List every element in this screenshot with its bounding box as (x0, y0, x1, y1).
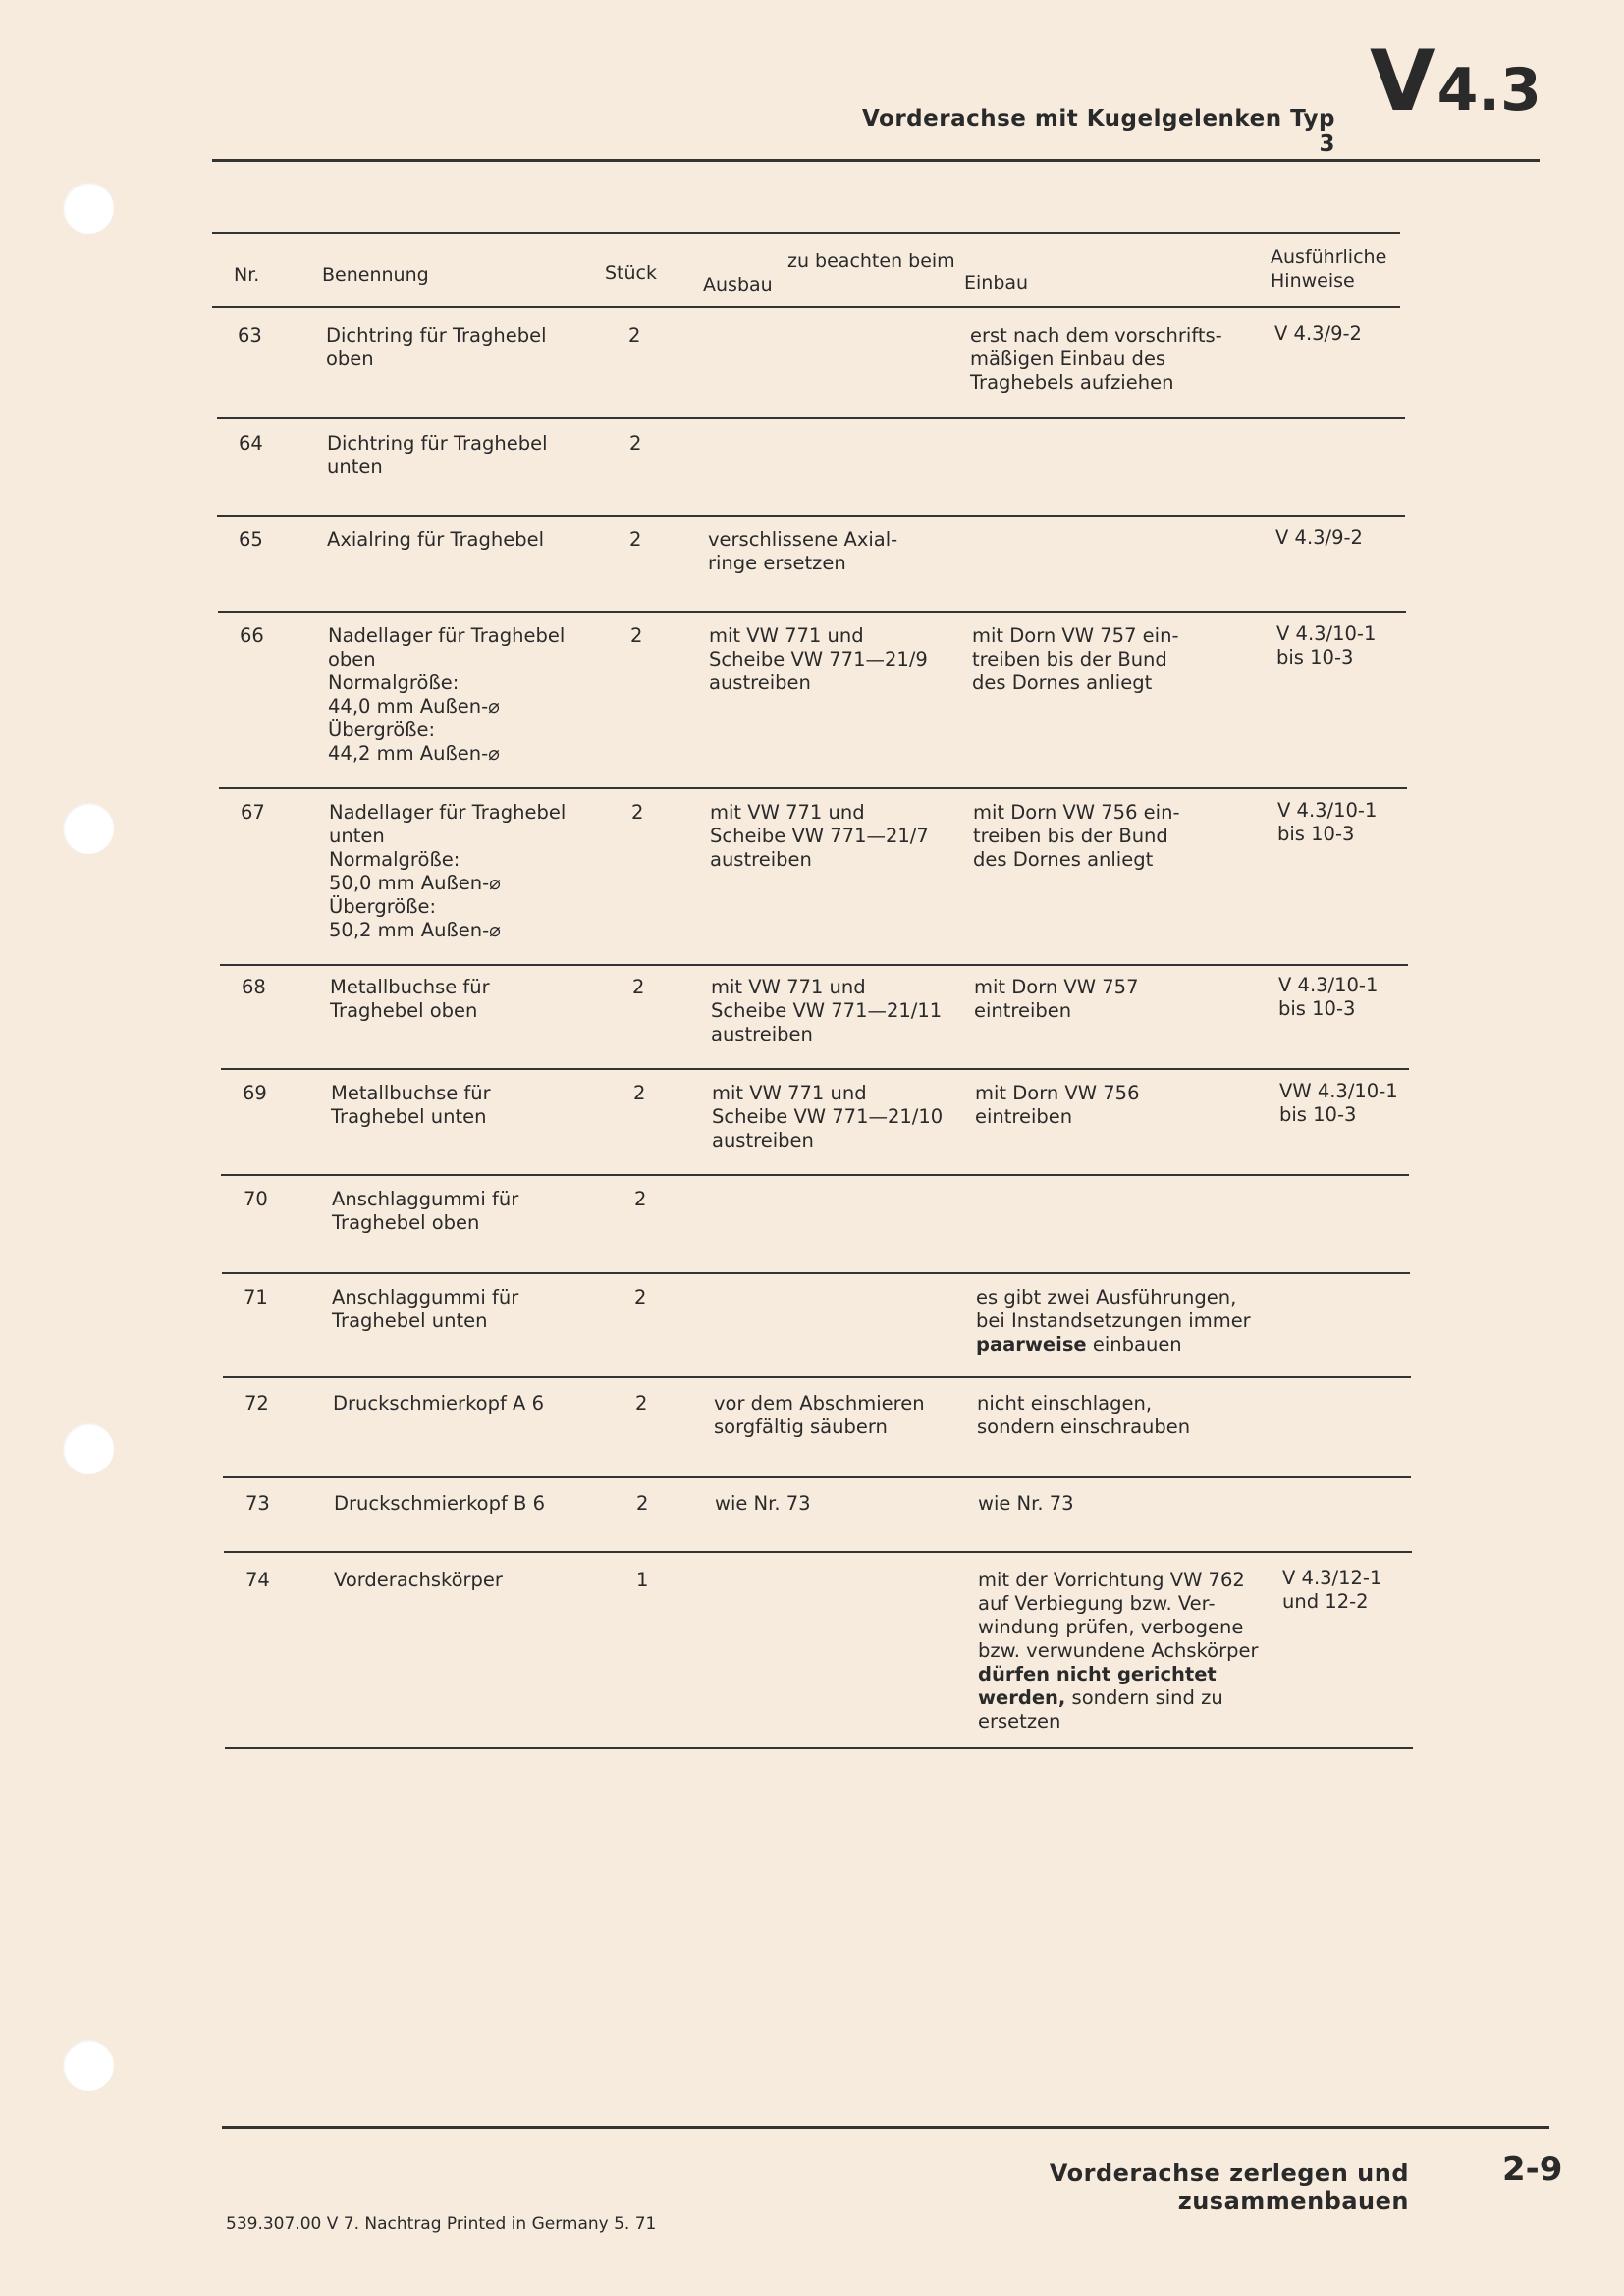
row-benennung: Traghebel oben (330, 999, 478, 1022)
col-header-benennung: Benennung (322, 264, 429, 286)
row-separator (221, 1174, 1409, 1176)
row-einbau: mit Dorn VW 756 (975, 1082, 1140, 1104)
row-benennung: Normalgröße: (329, 848, 460, 871)
col-header-hinweise-line1: Ausführliche (1271, 246, 1387, 268)
row-einbau: treiben bis der Bund (973, 825, 1168, 847)
row-separator (217, 515, 1405, 517)
binder-hole-1 (63, 183, 114, 234)
row-benennung: oben (326, 347, 374, 370)
row-ausbau: Scheibe VW 771—21/9 (709, 648, 928, 670)
section-badge (1370, 32, 1542, 131)
row-benennung: unten (329, 825, 385, 847)
section-badge-letter: V (1370, 32, 1435, 131)
row-ausbau: sorgfältig säubern (714, 1415, 888, 1438)
row-stueck: 2 (634, 1286, 647, 1308)
row-nr: 69 (243, 1082, 267, 1104)
binder-hole-4 (63, 2040, 114, 2091)
row-stueck: 2 (629, 528, 642, 551)
row-stueck: 2 (630, 624, 643, 647)
row-ausbau: Scheibe VW 771—21/7 (710, 825, 929, 847)
row-ausbau: Scheibe VW 771—21/11 (711, 999, 943, 1022)
row-ausbau: Scheibe VW 771—21/10 (712, 1105, 944, 1128)
row-hinweise: bis 10-3 (1277, 823, 1355, 845)
row-benennung: Anschlaggummi für (332, 1188, 519, 1210)
row-nr: 63 (238, 324, 262, 347)
col-header-stueck: Stück (605, 262, 658, 284)
row-ausbau: austreiben (711, 1023, 813, 1045)
row-einbau: Traghebels aufziehen (970, 371, 1174, 394)
col-header-hinweise-line2: Hinweise (1271, 270, 1355, 292)
row-ausbau: mit VW 771 und (712, 1082, 867, 1104)
row-benennung: Nadellager für Traghebel (329, 801, 567, 824)
row-einbau: sondern einschrauben (977, 1415, 1191, 1438)
page-number: 2-9 (1502, 2150, 1563, 2189)
row-benennung: Vorderachskörper (334, 1569, 503, 1591)
row-benennung: Traghebel unten (332, 1309, 488, 1332)
row-hinweise: V 4.3/12-1 (1282, 1567, 1382, 1589)
row-einbau: ersetzen (978, 1710, 1061, 1733)
row-benennung: Druckschmierkopf A 6 (333, 1392, 544, 1415)
row-benennung: Traghebel oben (332, 1211, 480, 1234)
row-separator (219, 787, 1407, 789)
row-ausbau: mit VW 771 und (711, 976, 866, 998)
row-ausbau: verschlissene Axial- (708, 528, 898, 551)
row-nr: 70 (244, 1188, 268, 1210)
row-benennung: Anschlaggummi für (332, 1286, 519, 1308)
row-separator (223, 1476, 1411, 1478)
row-benennung: 50,0 mm Außen-⌀ (329, 872, 501, 894)
row-nr: 64 (239, 432, 263, 454)
col-header-einbau: Einbau (964, 272, 1029, 294)
row-stueck: 2 (628, 324, 641, 347)
row-einbau: mit der Vorrichtung VW 762 (978, 1569, 1245, 1591)
row-benennung: Nadellager für Traghebel (328, 624, 566, 647)
col-header-ausbau: Ausbau (703, 274, 773, 295)
row-separator (222, 1272, 1410, 1274)
row-nr: 71 (244, 1286, 268, 1308)
row-hinweise: bis 10-3 (1276, 646, 1354, 668)
row-einbau: wie Nr. 73 (978, 1492, 1074, 1515)
row-einbau: erst nach dem vorschrifts- (970, 324, 1222, 347)
row-einbau: mit Dorn VW 756 ein- (973, 801, 1180, 824)
row-benennung: Dichtring für Traghebel (327, 432, 548, 454)
row-einbau: mäßigen Einbau des (970, 347, 1166, 370)
row-einbau: bzw. verwundene Achskörper (978, 1639, 1259, 1662)
row-hinweise: V 4.3/10-1 (1278, 974, 1379, 996)
row-benennung: Druckschmierkopf B 6 (334, 1492, 546, 1515)
row-stueck: 1 (636, 1569, 649, 1591)
row-hinweise: V 4.3/9-2 (1274, 322, 1362, 345)
row-benennung: Metallbuchse für (331, 1082, 491, 1104)
row-einbau: dürfen nicht gerichtet (978, 1663, 1217, 1685)
row-benennung: 44,0 mm Außen-⌀ (328, 695, 500, 718)
row-separator (223, 1376, 1411, 1378)
row-separator (218, 611, 1406, 613)
row-nr: 73 (245, 1492, 270, 1515)
row-nr: 72 (244, 1392, 269, 1415)
row-separator (225, 1747, 1413, 1749)
row-hinweise: bis 10-3 (1279, 1103, 1357, 1126)
row-benennung: Axialring für Traghebel (327, 528, 545, 551)
row-stueck: 2 (635, 1392, 648, 1415)
table-top-rule (212, 232, 1400, 234)
row-hinweise: V 4.3/9-2 (1275, 526, 1363, 549)
row-einbau: bei Instandsetzungen immer (976, 1309, 1251, 1332)
binder-hole-2 (63, 803, 114, 854)
col-header-zu-beachten: zu beachten beim (787, 250, 955, 272)
row-einbau: auf Verbiegung bzw. Ver- (978, 1592, 1216, 1615)
row-stueck: 2 (634, 1188, 647, 1210)
row-nr: 68 (242, 976, 266, 998)
row-stueck: 2 (629, 432, 642, 454)
row-hinweise: VW 4.3/10-1 (1279, 1080, 1398, 1102)
row-ausbau: austreiben (710, 848, 812, 871)
row-nr: 74 (245, 1569, 270, 1591)
footer-rule (222, 2126, 1549, 2129)
row-hinweise: V 4.3/10-1 (1276, 622, 1377, 645)
row-benennung: Traghebel unten (331, 1105, 487, 1128)
row-stueck: 2 (633, 1082, 646, 1104)
row-stueck: 2 (632, 976, 645, 998)
row-einbau: windung prüfen, verbogene (978, 1616, 1244, 1638)
section-badge-number: 4.3 (1436, 56, 1542, 125)
row-nr: 66 (240, 624, 264, 647)
page-header-title: Vorderachse mit Kugelgelenken Typ 3 (861, 106, 1335, 157)
row-separator (220, 964, 1408, 966)
header-rule (212, 159, 1540, 162)
row-ausbau: vor dem Abschmieren (714, 1392, 925, 1415)
row-hinweise: bis 10-3 (1278, 997, 1356, 1020)
row-hinweise: und 12-2 (1282, 1590, 1369, 1613)
row-einbau: des Dornes anliegt (972, 671, 1153, 694)
row-stueck: 2 (636, 1492, 649, 1515)
row-ausbau: ringe ersetzen (708, 552, 846, 574)
row-einbau: paarweise einbauen (976, 1333, 1182, 1356)
row-einbau: mit Dorn VW 757 (974, 976, 1139, 998)
imprint-line: 539.307.00 V 7. Nachtrag Printed in Germany 5. 71 (226, 2215, 657, 2234)
row-nr: 65 (239, 528, 263, 551)
row-benennung: Metallbuchse für (330, 976, 490, 998)
row-benennung: 44,2 mm Außen-⌀ (328, 742, 500, 765)
row-benennung: unten (327, 455, 383, 478)
row-separator (224, 1551, 1412, 1553)
row-benennung: Normalgröße: (328, 671, 460, 694)
row-hinweise: V 4.3/10-1 (1277, 799, 1378, 822)
page-footer-title: Vorderachse zerlegen und zusammenbauen (1049, 2160, 1409, 2215)
col-header-nr: Nr. (234, 264, 260, 286)
row-stueck: 2 (631, 801, 644, 824)
row-benennung: 50,2 mm Außen-⌀ (329, 919, 501, 941)
row-einbau: eintreiben (974, 999, 1072, 1022)
row-benennung: Übergröße: (329, 895, 437, 918)
row-ausbau: austreiben (712, 1129, 814, 1151)
row-einbau: eintreiben (975, 1105, 1073, 1128)
row-separator (221, 1068, 1409, 1070)
row-ausbau: austreiben (709, 671, 811, 694)
row-ausbau: mit VW 771 und (709, 624, 864, 647)
row-benennung: oben (328, 648, 376, 670)
table-header-rule (212, 306, 1400, 308)
row-ausbau: wie Nr. 73 (715, 1492, 811, 1515)
row-ausbau: mit VW 771 und (710, 801, 865, 824)
row-einbau: es gibt zwei Ausführungen, (976, 1286, 1237, 1308)
row-benennung: Dichtring für Traghebel (326, 324, 547, 347)
row-einbau: des Dornes anliegt (973, 848, 1154, 871)
row-einbau: mit Dorn VW 757 ein- (972, 624, 1179, 647)
row-einbau: werden, sondern sind zu (978, 1686, 1223, 1709)
row-separator (217, 417, 1405, 419)
row-einbau: treiben bis der Bund (972, 648, 1167, 670)
row-einbau: nicht einschlagen, (977, 1392, 1153, 1415)
row-nr: 67 (241, 801, 265, 824)
binder-hole-3 (63, 1423, 114, 1474)
row-benennung: Übergröße: (328, 719, 436, 741)
